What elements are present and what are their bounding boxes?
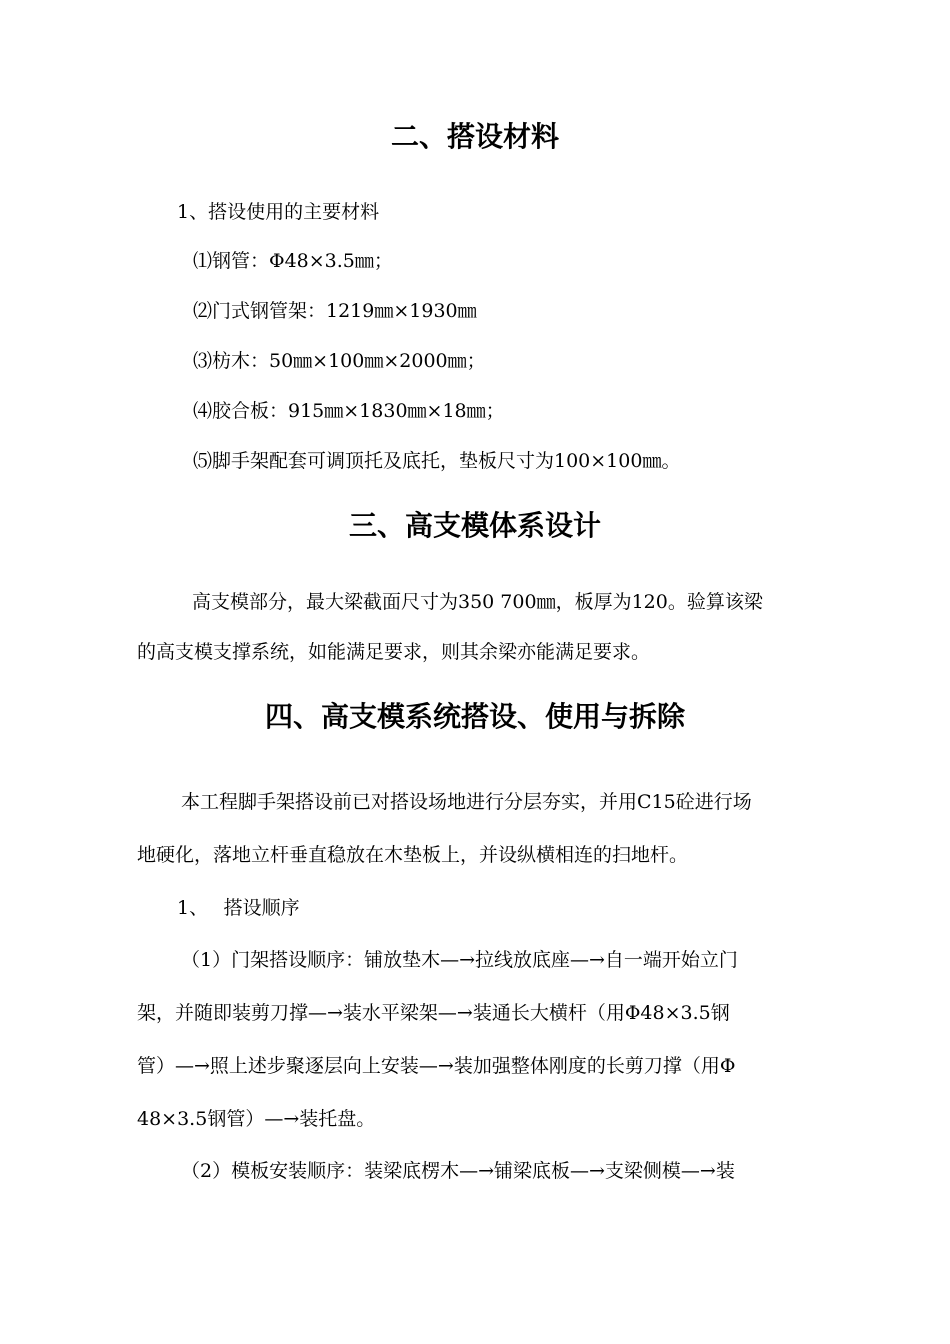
paragraph-line: 架，并随即装剪刀撑—→装水平梁架—→装通长大横杆（用Φ48×3.5钢 <box>137 1002 730 1024</box>
paragraph-line: 管）—→照上述步聚逐层向上安装—→装加强整体刚度的长剪刀撑（用Φ <box>137 1055 736 1077</box>
paragraph-line: 的高支模支撑系统，如能满足要求，则其余梁亦能满足要求。 <box>137 641 651 663</box>
paragraph-line: 地硬化，落地立杆垂直稳放在木垫板上，并设纵横相连的扫地杆。 <box>137 844 689 866</box>
paragraph-line: 48×3.5钢管）—→装托盘。 <box>137 1108 376 1130</box>
material-item: ⑶枋木：50㎜×100㎜×2000㎜； <box>193 350 486 372</box>
subheading-erection-sequence: 1、 搭设顺序 <box>177 897 300 919</box>
paragraph-line: （2）模板安装顺序：装梁底楞木—→铺梁底板—→支梁侧模—→装 <box>181 1160 735 1182</box>
material-item: ⑸脚手架配套可调顶托及底托，垫板尺寸为100×100㎜。 <box>193 450 681 472</box>
material-item: ⑴钢管：Φ48×3.5㎜； <box>193 250 393 272</box>
paragraph-line: 高支模部分，最大梁截面尺寸为350 700㎜，板厚为120。验算该梁 <box>192 591 763 613</box>
material-item: ⑷胶合板：915㎜×1830㎜×18㎜； <box>193 400 505 422</box>
subheading-main-materials: 1、搭设使用的主要材料 <box>177 201 380 223</box>
paragraph-line: （1）门架搭设顺序：铺放垫木—→拉线放底座—→自一端开始立门 <box>181 949 738 971</box>
section-heading-materials: 二、搭设材料 <box>390 120 559 153</box>
material-item: ⑵门式钢管架：1219㎜×1930㎜ <box>193 300 477 322</box>
paragraph-line: 本工程脚手架搭设前已对搭设场地进行分层夯实，并用C15砼进行场 <box>181 791 752 813</box>
section-heading-erection: 四、高支模系统搭设、使用与拆除 <box>264 700 685 733</box>
section-heading-system-design: 三、高支模体系设计 <box>348 509 601 542</box>
